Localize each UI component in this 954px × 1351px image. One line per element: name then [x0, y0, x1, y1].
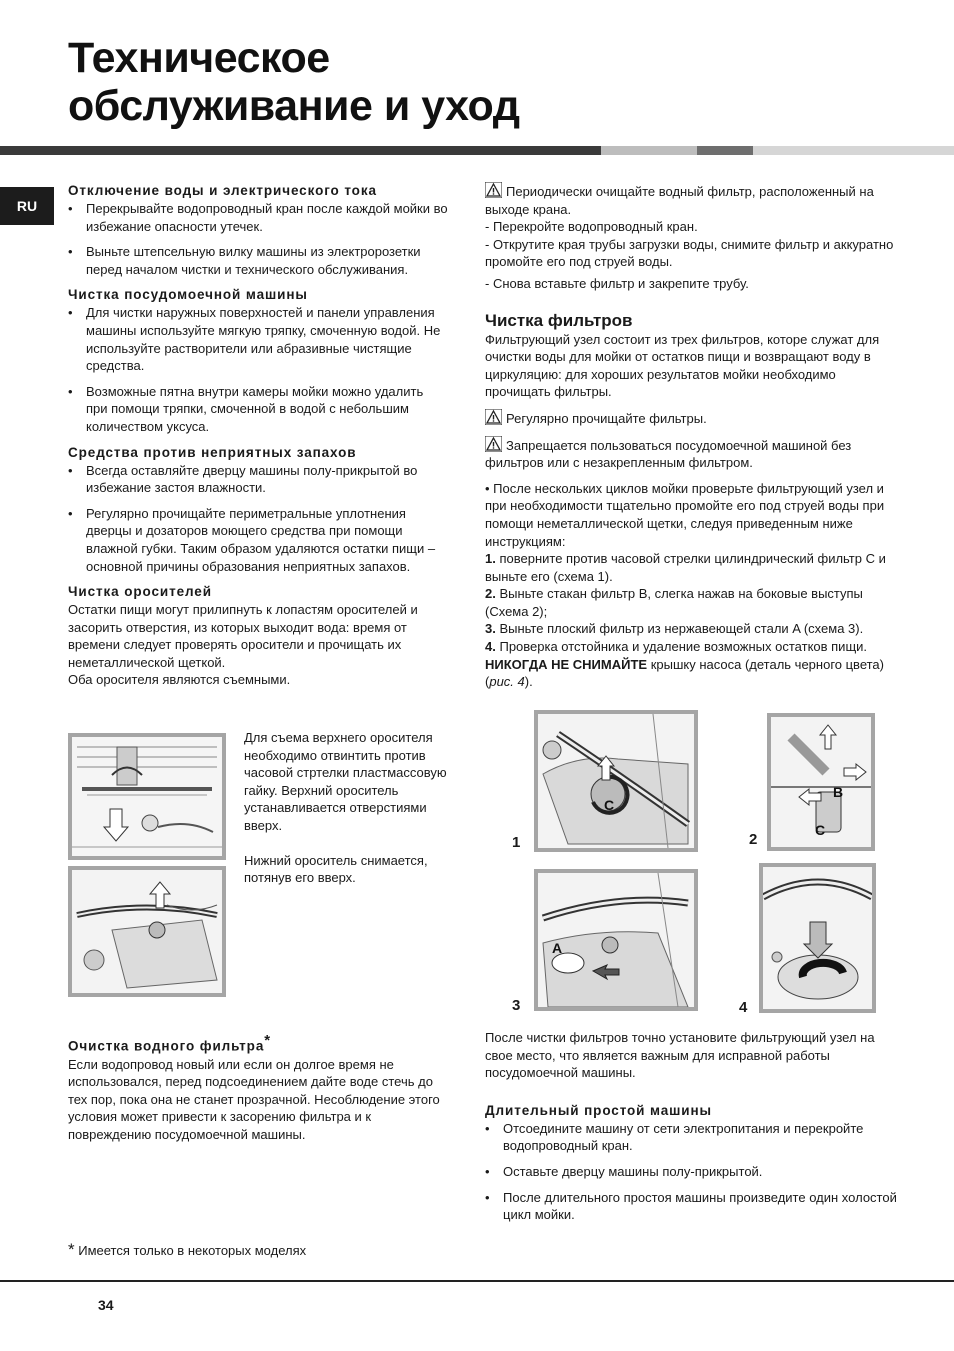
- paragraph: После чистки фильтров точно установите фильтрующий узел на свое место, что является важным для исправной работы посудомоечной машины.: [485, 1030, 875, 1081]
- footer-rule: [0, 1280, 954, 1282]
- warning-text: Регулярно прочищайте фильтры.: [506, 410, 707, 426]
- list-item: • Возможные пятна внутри камеры мойки можно удалить при помощи тряпки, смоченной в водой с небольшим количеством уксуса.: [68, 383, 448, 436]
- note-text: крышку насоса (деталь черного цвета) (: [485, 656, 884, 690]
- step-3: [485, 620, 903, 638]
- left-column: [68, 182, 448, 689]
- step-4: [485, 638, 903, 656]
- warning-text: Периодически очищайте водный фильтр, расположенный на выходе крана.: [485, 184, 874, 217]
- warning-icon: [485, 409, 502, 425]
- label-a: A: [552, 940, 563, 956]
- water-filter-section: [68, 1032, 448, 1143]
- warning-paragraph: [485, 409, 903, 428]
- step-text: Выньте плоский фильтр из нержавеющей стали A (схема 3).: [499, 621, 864, 637]
- step-number: 2.: [485, 586, 496, 602]
- paragraph: - Снова вставьте фильтр и закрепите трубу.: [485, 275, 749, 291]
- step-text: Выньте стакан фильтр B, слегка нажав на боковые выступы (Схема 2);: [485, 586, 863, 619]
- page-number: 34: [98, 1297, 114, 1313]
- page-title: [68, 34, 520, 130]
- section-heading: Чистка посудомоечной машины: [68, 287, 308, 303]
- paragraph: Нижний ороситель снимается, потянув его вверх.: [244, 852, 428, 886]
- warning-icon: [485, 182, 502, 198]
- figure-number: 4: [739, 999, 748, 1016]
- step-2: [485, 585, 903, 620]
- paragraph: Оба оросителя являются съемными.: [68, 672, 291, 688]
- section-heading: [68, 1032, 448, 1056]
- paragraph: Остатки пищи могут прилипнуть к лопастям оросителей и засорить отверстия, из которых выходит вода: время от времени следует проверять оросители и прочищать их неметаллической щеткой.: [68, 602, 418, 670]
- warning-paragraph: [485, 182, 903, 218]
- list-item: • Для чистки наружных поверхностей и панели управления машины используйте мягкую тряпку, смоченную водой. Не используйте растворители или абразивные чистящие средства.: [68, 304, 448, 374]
- footnote: [68, 1240, 306, 1260]
- section-heading: Чистка фильтров: [485, 310, 633, 330]
- page-title-line2: обслуживание и уход: [68, 82, 520, 130]
- label-b: B: [833, 784, 844, 800]
- paragraph: Если водопровод новый или если он долгое время не использовался, перед подсоединением дайте воде стечь до тех пор, пока она не станет прозрачной. Несоблюдение этого условия может привести к засорению фильтра и к повреждению посудомоечной машины.: [68, 1056, 440, 1142]
- header-bar-light2: [753, 146, 954, 155]
- figure-number: 2: [749, 831, 758, 848]
- list-item: • После длительного простоя машины произведите один холостой цикл мойки.: [485, 1189, 905, 1224]
- filter-illustration-3: [538, 873, 694, 1007]
- step-number: 4.: [485, 639, 496, 655]
- list-item: • Регулярно прочищайте периметральные уплотнения дверцы и дозаторов моющего средства при помощи влажной губки. Таким образом удаляются остатки пищи – основной причины образования неприятных запахов.: [68, 505, 448, 575]
- section-heading: Чистка оросителей: [68, 584, 212, 600]
- figure-number: 1: [512, 834, 521, 851]
- sprayer-side-text: [244, 729, 449, 887]
- right-column: [485, 182, 903, 691]
- page-title-line1: Техническое: [68, 34, 330, 82]
- filter-figure-1: [534, 710, 698, 852]
- label-c: C: [604, 797, 615, 813]
- section-heading: Отключение воды и электрического тока: [68, 183, 377, 198]
- warning-paragraph: [485, 436, 903, 472]
- paragraph: - Перекройте водопроводный кран.: [485, 219, 698, 235]
- filter-figure-3: [534, 869, 698, 1011]
- after-cleaning-section: [485, 1029, 905, 1232]
- header-bar-light: [601, 146, 697, 155]
- step-number: 1.: [485, 551, 496, 567]
- step-text: Проверка отстойника и удаление возможных остатков пищи.: [499, 639, 868, 655]
- upper-sprayer-illustration: [72, 737, 222, 856]
- footnote-mark: *: [68, 1240, 75, 1259]
- list-item: • Выньте штепсельную вилку машины из электророзетки перед началом чистки и технического обслуживания.: [68, 243, 448, 278]
- never-remove-emphasis: НИКОГДА НЕ СНИМАЙТЕ: [485, 656, 648, 672]
- note-close: ).: [524, 674, 533, 690]
- step-text: поверните против часовой стрелки цилиндрический фильтр C и выньте его (схема 1).: [485, 551, 886, 584]
- filter-illustration-2: [771, 717, 871, 847]
- lower-sprayer-illustration: [72, 870, 222, 993]
- footnote-text: Имеется только в некоторых моделях: [78, 1243, 307, 1258]
- warning-text: Запрещается пользоваться посудомоечной машиной без фильтров или с незакрепленным фильтром.: [485, 437, 852, 471]
- label-c: C: [815, 822, 826, 838]
- footnote-mark: *: [264, 1032, 271, 1049]
- language-tab: RU: [0, 187, 54, 225]
- filter-illustration-1: [538, 714, 694, 848]
- lower-sprayer-figure: [68, 866, 226, 997]
- paragraph: • После нескольких циклов мойки проверьте фильтрующий узел и при необходимости тщательно промойте его под струей воды при помощи неметаллической щетки, следуя приведенным ниже инструкциям:: [485, 480, 885, 549]
- upper-sprayer-figure: [68, 733, 226, 860]
- paragraph: - Открутите края трубы загрузки воды, снимите фильтр и аккуратно промойте его под струей воды.: [485, 236, 894, 270]
- list-item: • Оставьте дверцу машины полу-прикрытой.: [485, 1163, 905, 1181]
- header-bar-dark: [0, 146, 601, 155]
- filter-figure-4: [759, 863, 876, 1013]
- section-heading: Средства против неприятных запахов: [68, 444, 357, 460]
- section-heading-text: Очистка водного фильтра: [68, 1038, 265, 1054]
- paragraph: Для съема верхнего оросителя необходимо отвинтить против часовой стртелки пластмассовую гайку. Верхний ороситель устанавливается отверстиями вверх.: [244, 730, 447, 833]
- paragraph: Фильтрующий узел состоит из трех фильтров, которе служат для очистки воды для мойки от остатков пищи и возвращают воду в циркуляцию: для хороших результатов мойки необходимо прочищать фильтры.: [485, 331, 880, 400]
- figure-number: 3: [512, 997, 521, 1014]
- filter-illustration-4: [763, 867, 872, 1009]
- figure-reference: рис. 4: [489, 674, 525, 690]
- list-item: • Отсоедините машину от сети электропитания и перекройте водопроводный кран.: [485, 1120, 905, 1155]
- section-heading: Длительный простой машины: [485, 1102, 712, 1118]
- filter-figure-2: [767, 713, 875, 851]
- step-1: [485, 550, 903, 585]
- step-number: 3.: [485, 621, 496, 637]
- warning-icon: [485, 436, 502, 452]
- header-bar-mid: [697, 146, 753, 155]
- never-remove-note: [485, 656, 903, 691]
- list-item: • Всегда оставляйте дверцу машины полу-прикрытой во избежание застоя влажности.: [68, 462, 448, 497]
- list-item: • Перекрывайте водопроводный кран после каждой мойки во избежание опасности утечек.: [68, 200, 448, 235]
